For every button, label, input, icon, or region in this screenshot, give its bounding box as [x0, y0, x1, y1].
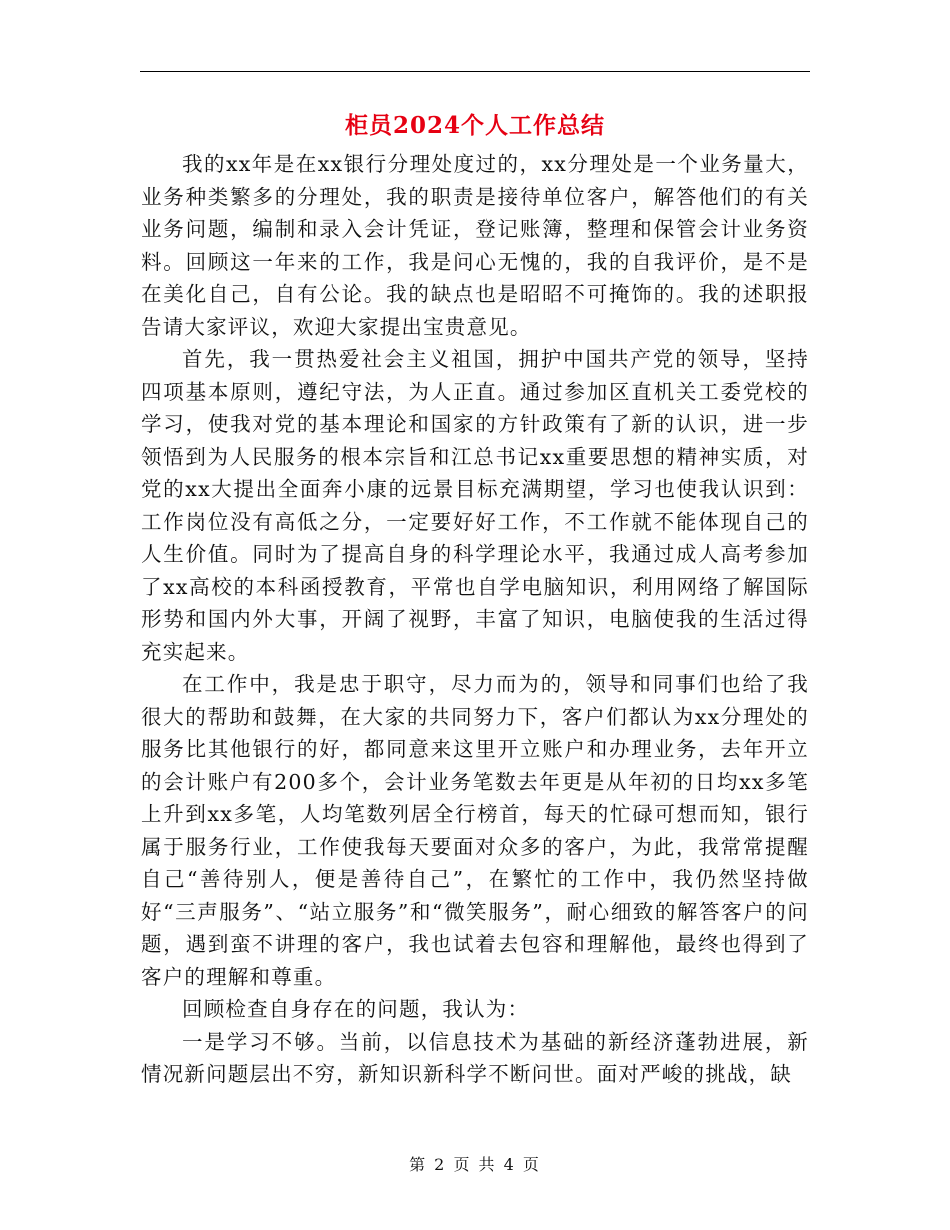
document-title: 柜员2024个人工作总结	[344, 112, 605, 139]
header-rule	[140, 71, 810, 72]
page-number: 第 2 页 共 4 页	[409, 1155, 541, 1174]
paragraph: 首先，我一贯热爱社会主义祖国，拥护中国共产党的领导，坚持四项基本原则，遵纪守法，为人正直。通过参加区直机关工委党校的学习，使我对党的基本理论和国家的方针政策有了新的认识，进一步领悟到为人民服务的根本宗旨和江总书记xx重要思想的精神实质，对党的xx大提出全面奔小康的远景目标充满期望，学习也使我认识到：工作岗位没有高低之分，一定要好好工作，不工作就不能体现自己的人生价值。同时为了提高自身的科学理论水平，我通过成人高考参加了xx高校的本科函授教育，平常也自学电脑知识，利用网络了解国际形势和国内外大事，开阔了视野，丰富了知识，电脑使我的生活过得充实起来。	[141, 347, 809, 664]
document-body	[141, 148, 809, 1091]
paragraph: 一是学习不够。当前，以信息技术为基础的新经济蓬勃进展，新情况新问题层出不穷，新知识新科学不断问世。面对严峻的挑战，缺	[141, 1029, 809, 1086]
paragraph: 在工作中，我是忠于职守，尽力而为的，领导和同事们也给了我很大的帮助和鼓舞，在大家的共同努力下，客户们都认为xx分理处的服务比其他银行的好，都同意来这里开立账户和办理业务，去年开立的会计账户有200多个，会计业务笔数去年更是从年初的日均xx多笔上升到xx多笔，人均笔数列居全行榜首，每天的忙碌可想而知，银行属于服务行业，工作使我每天要面对众多的客户，为此，我常常提醒自己“善待别人，便是善待自己”，在繁忙的工作中，我仍然坚持做好“三声服务”、“站立服务”和“微笑服务”，耐心细致的解答客户的问题，遇到蛮不讲理的客户，我也试着去包容和理解他，最终也得到了客户的理解和尊重。	[141, 672, 809, 989]
paragraph: 我的xx年是在xx银行分理处度过的，xx分理处是一个业务量大，业务种类繁多的分理处，我的职责是接待单位客户，解答他们的有关业务问题，编制和录入会计凭证，登记账簿，整理和保管会计业务资料。回顾这一年来的工作，我是问心无愧的，我的自我评价，是不是在美化自己，自有公论。我的缺点也是昭昭不可掩饰的。我的述职报告请大家评议，欢迎大家提出宝贵意见。	[141, 152, 809, 339]
paragraph: 回顾检查自身存在的问题，我认为：	[182, 997, 530, 1021]
